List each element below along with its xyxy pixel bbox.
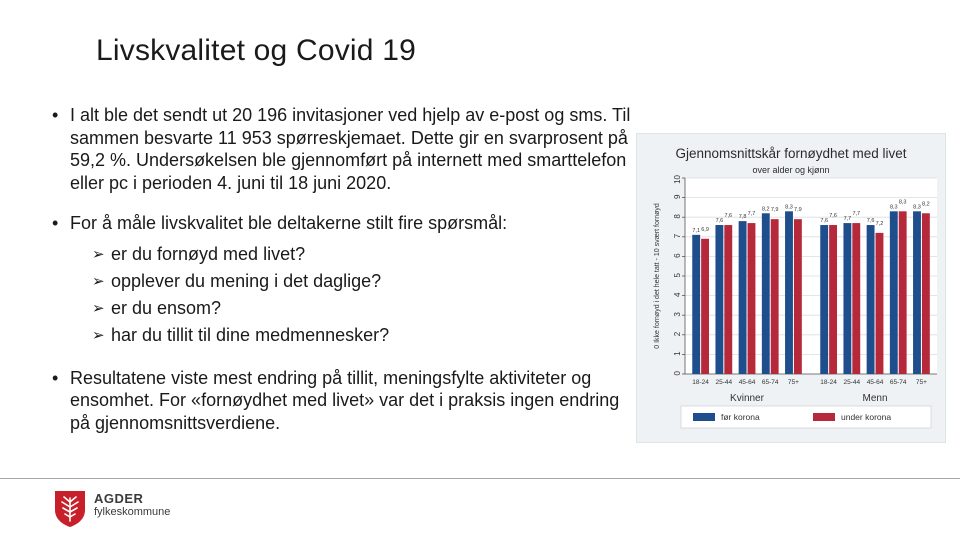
bar — [762, 213, 770, 374]
bar-value-label: 7,2 — [875, 220, 884, 227]
question-text: har du tillit til dine medmennesker? — [111, 324, 390, 345]
question-item — [70, 322, 632, 349]
footer-divider — [0, 478, 960, 479]
bar — [785, 211, 793, 374]
bullet-marker: • — [52, 105, 59, 125]
bar-value-label: 7,7 — [843, 216, 852, 223]
bar — [829, 225, 837, 374]
chart-image — [636, 133, 946, 443]
bar-value-label: 7,1 — [692, 227, 701, 234]
legend-label: før korona — [721, 412, 760, 422]
bar — [913, 211, 921, 374]
question-list — [70, 241, 632, 349]
y-tick-label: 5 — [673, 273, 682, 278]
y-tick-label: 9 — [673, 194, 682, 200]
bar — [724, 225, 732, 374]
bar-value-label: 8,3 — [898, 199, 907, 206]
chart-title: Gjennomsnittskår fornøydhet med livet — [675, 146, 907, 161]
y-tick-label: 1 — [673, 351, 682, 356]
bar-value-label: 7,6 — [820, 218, 829, 225]
bullet-marker: • — [52, 367, 59, 388]
legend-label: under korona — [841, 412, 892, 422]
x-tick-label: 25-44 — [715, 379, 733, 386]
group-label: Menn — [862, 393, 888, 404]
bullet-marker: • — [52, 213, 59, 233]
question-item — [70, 268, 632, 295]
bullet-item — [52, 367, 632, 435]
bar-value-label: 8,3 — [889, 204, 898, 211]
arrow-icon: ➢ — [92, 299, 105, 317]
bar — [692, 235, 700, 374]
x-tick-label: 75+ — [787, 379, 799, 386]
bar — [852, 223, 860, 374]
arrow-icon: ➢ — [92, 245, 105, 263]
slide-title: Livskvalitet og Covid 19 — [96, 34, 416, 67]
bullet-item — [52, 212, 632, 349]
bar — [794, 219, 802, 374]
x-tick-label: 18-24 — [820, 379, 837, 386]
y-tick-label: 10 — [673, 175, 682, 184]
bullet-item — [52, 104, 632, 194]
bar — [899, 211, 907, 374]
logo-wordmark — [94, 492, 170, 519]
bar — [701, 239, 709, 374]
bar-value-label: 7,9 — [770, 207, 779, 214]
x-tick-label: 18-24 — [692, 379, 709, 386]
y-tick-label: 7 — [673, 233, 682, 239]
logo-line-1: AGDER — [94, 491, 144, 506]
bar-value-label: 8,2 — [761, 206, 770, 213]
legend-box — [681, 406, 931, 428]
x-tick-label: 65-74 — [889, 379, 907, 386]
bar — [820, 225, 828, 374]
bar — [876, 233, 884, 374]
question-text: opplever du mening i det daglige? — [111, 270, 382, 291]
y-tick-label: 4 — [673, 292, 682, 298]
bar-value-label: 8,3 — [913, 204, 921, 211]
bullet-text: I alt ble det sendt ut 20 196 invitasjoner ved hjelp av e-post og sms. Til sammen besvarte 11 953 spørreskjemaet. Dette gir en svarprosent på 59,2 %. Undersøkelsen ble gjennomført på internett med smarttelefon eller pc i perioden 4. juni til 18 juni 2020. — [70, 105, 631, 193]
bullet-text: Resultatene viste mest endring på tillit, meningsfylte aktiviteter og ensomhet. For «fornøydhet med livet» var det i praksis ingen endring på gjennomsnittsverdiene. — [70, 367, 620, 433]
chart-subtitle: over alder og kjønn — [752, 165, 830, 175]
x-tick-label: 65-74 — [761, 379, 779, 386]
coat-of-arms-icon — [54, 490, 86, 528]
x-tick-label: 75+ — [915, 379, 927, 386]
question-text: er du fornøyd med livet? — [111, 243, 306, 264]
bar-value-label: 8,2 — [922, 201, 930, 208]
bullet-text: For å måle livskvalitet ble deltakerne stilt fire spørsmål: — [70, 213, 508, 233]
bar-value-label: 8,3 — [785, 204, 793, 211]
bar-chart — [637, 134, 945, 442]
y-tick-label: 6 — [673, 253, 682, 258]
legend-swatch — [693, 413, 715, 421]
bar — [867, 225, 875, 374]
arrow-icon: ➢ — [92, 272, 105, 290]
bullet-list — [52, 104, 632, 452]
arrow-icon: ➢ — [92, 326, 105, 344]
bar-value-label: 7,6 — [715, 218, 724, 225]
bar-value-label: 7,6 — [724, 213, 733, 220]
bar — [922, 213, 930, 374]
legend-swatch — [813, 413, 835, 421]
bar — [715, 225, 723, 374]
bar-value-label: 7,8 — [738, 214, 747, 221]
y-tick-label: 2 — [673, 331, 682, 337]
y-tick-label: 8 — [673, 214, 682, 219]
bar — [843, 223, 851, 374]
bar-value-label: 7,7 — [747, 211, 756, 218]
y-tick-label: 3 — [673, 312, 682, 317]
y-axis-label: 0 Ikke fornøyd i det hele tatt - 10 svært fornøyd — [654, 203, 661, 349]
x-tick-label: 45-64 — [866, 379, 884, 386]
bar-value-label: 7,9 — [794, 207, 802, 214]
x-tick-label: 25-44 — [843, 379, 861, 386]
bar-value-label: 7,7 — [852, 211, 861, 218]
question-item — [70, 241, 632, 268]
bar — [771, 219, 779, 374]
bar — [748, 223, 756, 374]
bar — [739, 221, 747, 374]
logo-line-2: fylkeskommune — [94, 506, 171, 518]
bar — [890, 211, 898, 374]
x-tick-label: 45-64 — [738, 379, 756, 386]
question-text: er du ensom? — [111, 297, 222, 318]
y-tick-label: 0 — [673, 371, 682, 376]
bar-value-label: 7,6 — [829, 213, 837, 220]
bar-value-label: 6,9 — [701, 226, 709, 233]
question-item — [70, 295, 632, 322]
bar-value-label: 7,6 — [866, 218, 875, 225]
group-label: Kvinner — [730, 393, 764, 404]
